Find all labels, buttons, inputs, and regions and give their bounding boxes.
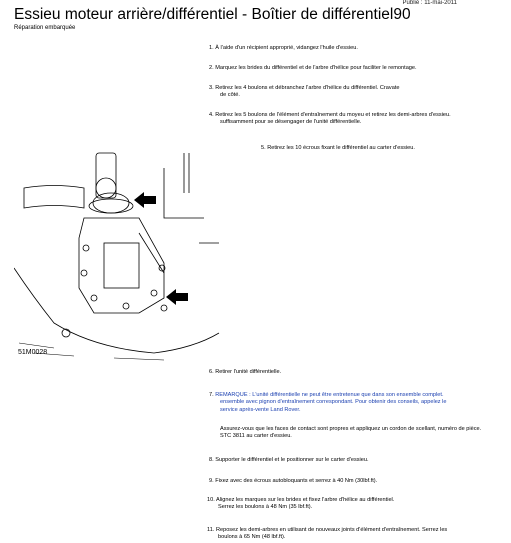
step-4: 4. Retirez les 5 boulons de l'élément d'entraînement du moyeu et retirez les demi-arbres d'essieu. suffisamment pour se désengager de l'unité différentielle. — [209, 112, 451, 126]
step-5: 5. Retirez les 10 écrous fixant le différentiel au carter d'essieu. — [261, 145, 415, 151]
axle-housing-left — [24, 186, 84, 209]
bolt — [83, 245, 89, 251]
step-7-remark: 7. REMARQUE : L'unité différentielle ne peut être entretenue que dans son ensemble complet. ensemble avec pignon d'entraînement correspondant. Pour obtenir des conseils, appelez le service après-vente Land Rover. — [209, 392, 447, 413]
step-11: 11. Reposez les demi-arbres en utilisant de nouveaux joints d'élément d'entraînement. Serrez les boulons à 65 Nm (48 lbf.ft). — [207, 527, 448, 541]
step-9: 9. Fixez avec des écrous autobloquants et serrez à 40 Nm (30lbf.ft). — [209, 478, 378, 484]
step-2: 2. Marquez les brides du différentiel et de l'arbre d'hélice pour faciliter le remontage. — [209, 65, 417, 71]
differential-diagram — [14, 148, 224, 366]
arrow-nut-icon — [166, 289, 188, 305]
diff-cover-plate — [104, 243, 139, 288]
step-7-note: Assurez-vous que les faces de contact sont propres et appliquez un cordon de scellant, numéro de pièce. STC 3811 au carter d'essieu. — [220, 426, 482, 440]
figure-label: 51M0028 — [18, 349, 48, 356]
bolt — [151, 290, 157, 296]
bolt — [81, 270, 87, 276]
propshaft — [96, 153, 116, 198]
step-10: 10. Alignez les marques sur les brides et fixez l'arbre d'hélice au différentiel. Serrez les boulons à 48 Nm (35 lbf.ft). — [207, 497, 395, 511]
bolt — [161, 305, 167, 311]
universal-joint — [96, 178, 116, 198]
published-date: Publié : 11-mai-2011 — [402, 0, 457, 6]
housing-lower-curve — [14, 268, 219, 353]
step-1: 1. À l'aide d'un récipient approprié, vidangez l'huile d'essieu. — [209, 45, 358, 51]
step-8: 8. Supporter le différentiel et le positionner sur le carter d'essieu. — [209, 457, 369, 463]
page-subtitle: Réparation embarquée — [14, 25, 76, 31]
bolt — [123, 303, 129, 309]
step-3: 3. Retirez les 4 boulons et débranchez l'arbre d'hélice du différentiel. Cravate de côté. — [209, 85, 400, 99]
arrow-flange-icon — [134, 192, 156, 208]
diff-case — [79, 218, 164, 313]
flange — [93, 193, 129, 213]
page-title: Essieu moteur arrière/différentiel - Boîtier de différentiel90 — [14, 6, 411, 23]
diff-rib — [139, 233, 164, 273]
flange-outer — [89, 199, 133, 213]
step-6: 6. Retirer l'unité différentielle. — [209, 369, 282, 375]
bolt — [91, 295, 97, 301]
